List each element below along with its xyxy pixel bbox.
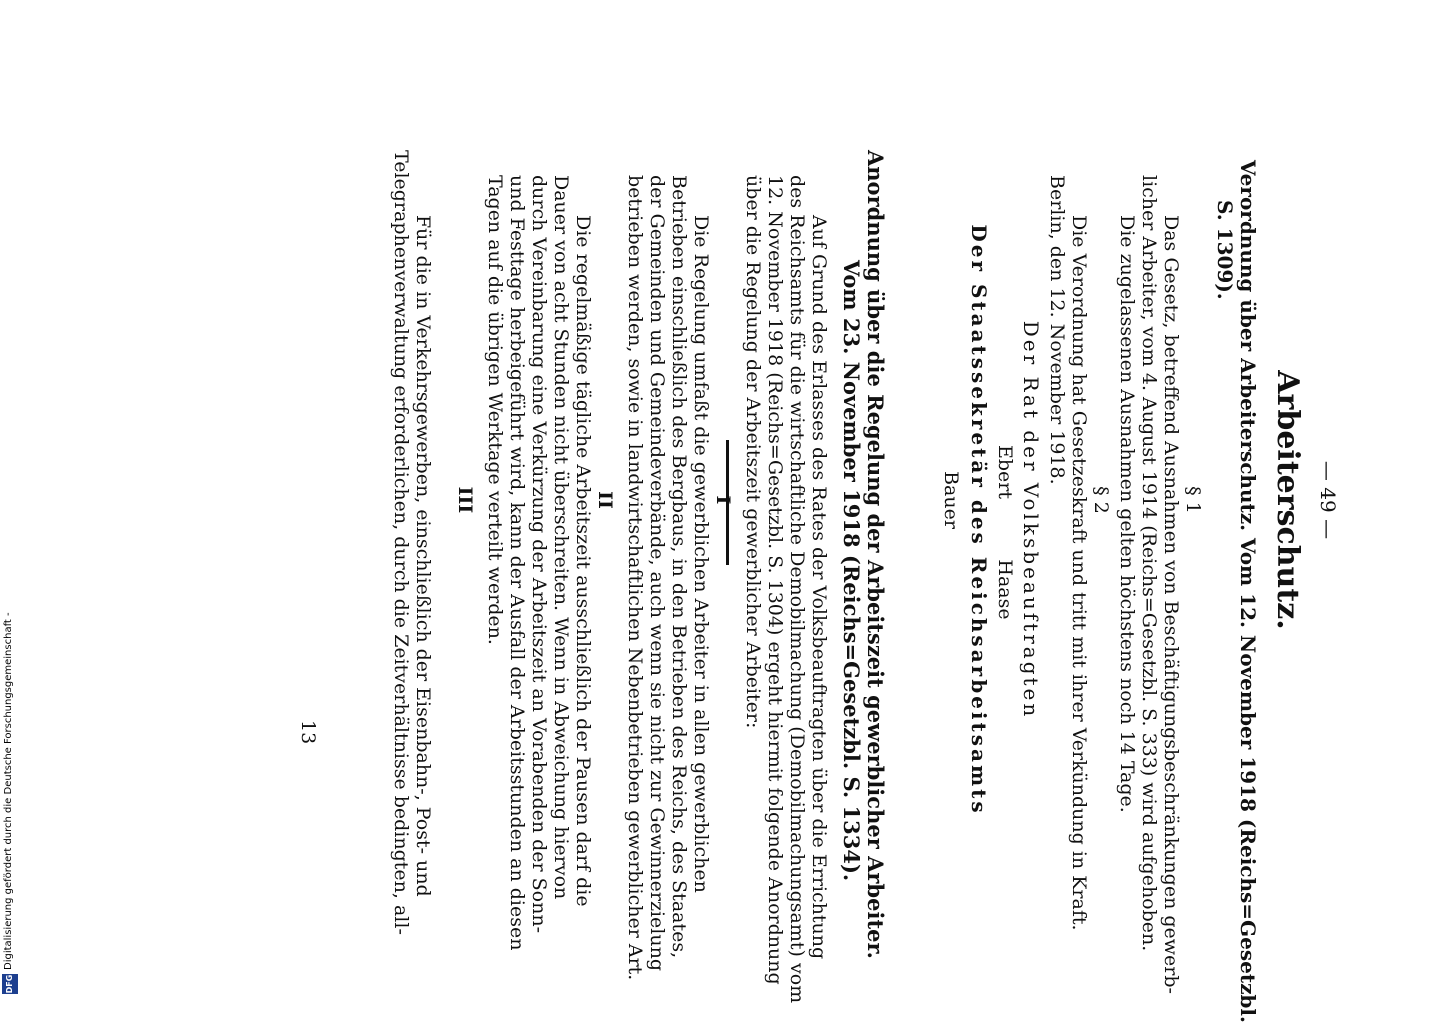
dfg-logo-icon [2, 974, 18, 994]
article-3-line1: Für die in Verkehrsgewerben, einschließlich der Eisenbahn-, Post- und [412, 215, 434, 897]
signature-names: Ebert Haase [994, 445, 1016, 620]
article-2-line5: Tagen auf die übrigen Werktage verteilt werden. [484, 175, 506, 645]
article-2-line2: Dauer von acht Stunden nicht überschreiten. Wenn in Abweichung hiervon [550, 175, 572, 900]
article-1-line1: Die Regelung umfaßt die gewerblichen Arbeiter in allen gewerblichen [690, 215, 712, 893]
article-1-line3: der Gemeinden und Gemeindeverbände, auch wenn sie nicht zur Gewinnerzielung [646, 175, 668, 972]
section2-intro-line4: über die Regelung der Arbeitszeit gewerblicher Arbeiter: [742, 175, 764, 729]
signature-mark: 13 [297, 720, 319, 745]
page-title: Arbeiterschutz. [1270, 370, 1305, 630]
signature-bauer: Bauer [940, 471, 962, 529]
section1-para1-line2: licher Arbeiter, vom 4. August 1914 (Reichs=Gesetzbl. S. 333) wird aufgehoben. [1138, 175, 1160, 952]
page-number: — 49 — [1316, 460, 1340, 540]
section1-para2-mark: § 2 [1090, 486, 1112, 514]
section1-heading-line1: Verordnung über Arbeiterschutz. Vom 12. November 1918 (Reichs=Gesetzbl. [1236, 160, 1260, 1023]
section2-intro-line2: des Reichsamts für die wirtschaftliche Demobilmachung (Demobilmachungsamt) vom [786, 175, 808, 1004]
article-2-line1: Die regelmäßige tägliche Arbeitszeit ausschließlich der Pausen darf die [572, 215, 594, 907]
section1-para2-line2: Berlin, den 12. November 1918. [1046, 175, 1068, 485]
footer-credit: Digitalisierung gefördert durch die Deutsche Forschungsgemeinschaft - [3, 612, 14, 970]
article-1-mark: I [712, 495, 734, 505]
section2-heading-line1: Anordnung über die Regelung der Arbeitszeit gewerblicher Arbeiter. [863, 150, 888, 959]
section2-intro-line3: 12. November 1918 (Reichs=Gesetzbl. S. 1304) ergeht hiermit folgende Anordnung [764, 175, 786, 985]
section1-para1-line3: Die zugelassenen Ausnahmen gelten höchstens noch 14 Tage. [1116, 215, 1138, 813]
signature-secretary: Der Staatssekretär des Reichsarbeitsamts [967, 224, 991, 816]
section1-para2-line1: Die Verordnung hat Gesetzeskraft und tritt mit ihrer Verkündung in Kraft. [1068, 215, 1090, 931]
article-1-line4: betrieben werden, sowie in landwirtschaftlichen Nebenbetrieben gewerblicher Art. [624, 175, 646, 981]
section1-para1-line1: Das Gesetz, betreffend Ausnahmen von Beschäftigungsbeschränkungen gewerb- [1160, 215, 1182, 994]
article-2-line4: und Festtage herbeigeführt wird, kann der Ausfall der Arbeitsstunden an diesen [506, 175, 528, 951]
signature-council: Der Rat der Volksbeauftragten [1019, 320, 1043, 720]
section1-para1-mark: § 1 [1182, 486, 1204, 514]
article-3-mark: III [454, 486, 476, 514]
section2-intro-line1: Auf Grund des Erlasses des Rates der Volksbeauftragten über die Errichtung [808, 215, 830, 960]
section2-heading-line2: Vom 23. November 1918 (Reichs=Gesetzbl. S. 1334). [839, 260, 864, 882]
article-1-line2: Betrieben einschließlich des Bergbaus, in den Betrieben des Reichs, des Staates, [668, 175, 690, 959]
dfg-logo-label: DFG [5, 974, 14, 994]
article-3-line2: Telegraphenverwaltung erforderlichen, durch die Zeitverhältnisse bedingten, all- [390, 150, 412, 935]
article-2-mark: II [594, 491, 616, 509]
article-2-line3: durch Vereinbarung eine Verkürzung der Arbeitszeit an Vorabenden der Sonn- [528, 175, 550, 934]
digitization-footer [2, 600, 18, 995]
section1-heading-line2: S. 1309). [1213, 200, 1237, 300]
